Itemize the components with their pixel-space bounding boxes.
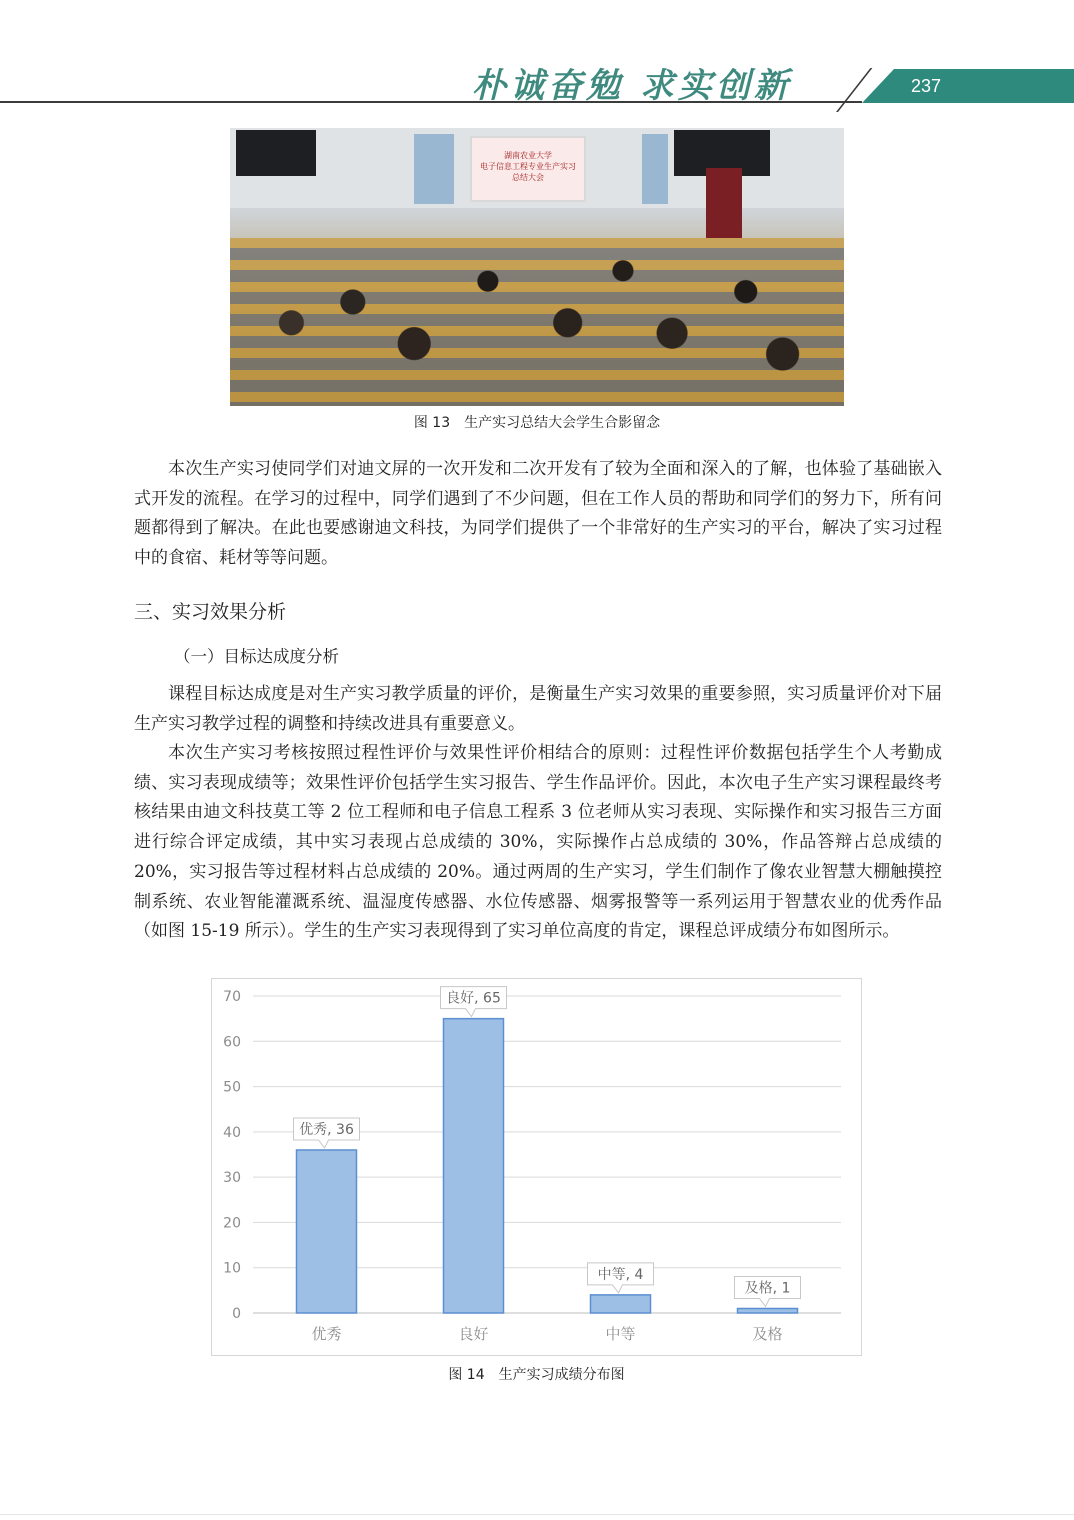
paragraph-assessment: 本次生产实习考核按照过程性评价与效果性评价相结合的原则：过程性评价数据包括学生个人考勤成绩、实习表现成绩等；效果性评价包括学生实习报告、学生作品评价。因此，本次电子生产实习课程最终考核结果由迪文科技莫工等 2 位工程师和电子信息工程系 3 位老师从实习表现、实际操作和实习报告三方面进行综合评定成绩，其中实习表现占总成绩的 30%，实际操作占总成绩的 30%，作品答辩占总成绩的 20%，实习报告等过程材料占总成绩的 20%。通过两周的生产实习，学生们制作了像农业智慧大棚触摸控制系统、农业智能灌溉系统、温湿度传感器、水位传感器、烟雾报警等一系列运用于智慧农业的优秀作品（如图 15-19 所示）。学生的生产实习表现得到了实习单位高度的肯定，课程总评成绩分布如图所示。 [134, 743, 942, 942]
photo-window-right [642, 134, 668, 204]
data-label: 中等, 4 [597, 1266, 644, 1283]
photo-projection-screen [470, 136, 586, 202]
bar [297, 1150, 357, 1313]
photo-window-left [414, 134, 454, 204]
data-label: 良好, 65 [446, 990, 501, 1007]
data-label: 优秀, 36 [299, 1121, 354, 1138]
y-tick-label: 50 [223, 1079, 241, 1096]
figure-13-caption: 图 13 生产实习总结大会学生合影留念 [413, 415, 661, 431]
section-title: 三、实习效果分析 [134, 601, 287, 623]
paragraph-goal: 课程目标达成度是对生产实习教学质量的评价，是衡量生产实习效果的重要参照，实习质量评价对下届生产实习教学过程的调整和持续改进具有重要意义。 [134, 684, 942, 734]
screen-text-line-2: 电子信息工程专业生产实习 [480, 162, 576, 171]
x-tick-label: 良好 [458, 1325, 489, 1343]
screen-text-line-1: 湖南农业大学 [504, 151, 552, 160]
grade-distribution-chart [211, 978, 862, 1356]
x-tick-label: 中等 [605, 1325, 636, 1343]
y-tick-label: 0 [232, 1306, 241, 1322]
x-tick-label: 优秀 [311, 1325, 342, 1343]
header-motto: 朴诚奋勉 求实创新 [472, 66, 792, 106]
y-tick-label: 40 [223, 1124, 241, 1141]
page-number: 237 [910, 76, 942, 96]
bar [738, 1308, 798, 1313]
y-tick-label: 10 [223, 1260, 241, 1277]
page-bottom-rule [0, 1514, 1074, 1515]
figure-14-caption: 图 14 生产实习成绩分布图 [448, 1367, 625, 1383]
y-tick-label: 70 [223, 989, 241, 1005]
header-page-tab [862, 69, 1074, 103]
y-tick-label: 60 [223, 1034, 241, 1051]
subsection-title: （一）目标达成度分析 [174, 647, 339, 666]
x-tick-label: 及格 [752, 1325, 783, 1343]
photo-students [230, 198, 844, 406]
photo-tv-left [236, 130, 316, 176]
paragraph-summary: 本次生产实习使同学们对迪文屏的一次开发和二次开发有了较为全面和深入的了解，也体验了基础嵌入式开发的流程。在学习的过程中，同学们遇到了不少问题，但在工作人员的帮助和同学们的努力下，所有问题都得到了解决。在此也要感谢迪文科技，为同学们提供了一个非常好的生产实习的平台，解决了实习过程中的食宿、耗材等等问题。 [134, 459, 942, 569]
y-tick-label: 20 [223, 1215, 241, 1232]
bar [591, 1295, 651, 1313]
group-photo [230, 128, 844, 406]
bar [444, 1019, 504, 1313]
screen-text-line-3: 总结大会 [512, 173, 544, 182]
y-tick-label: 30 [223, 1170, 241, 1187]
data-label: 及格, 1 [744, 1280, 791, 1297]
